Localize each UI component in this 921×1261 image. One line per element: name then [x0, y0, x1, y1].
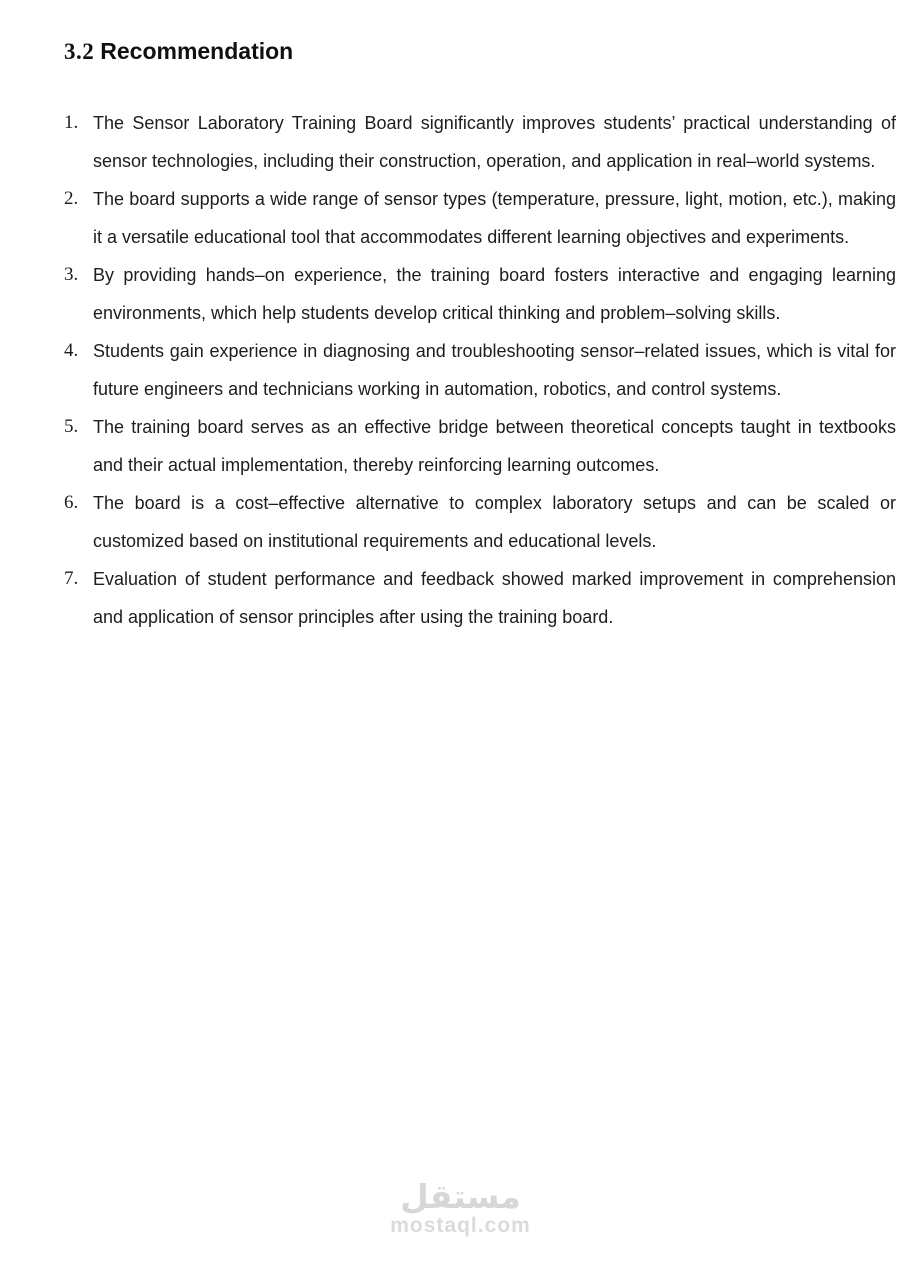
list-item — [64, 408, 896, 484]
section-number: 3.2 — [64, 39, 95, 64]
list-item-number: 5. — [64, 416, 79, 437]
list-item-number: 3. — [64, 264, 79, 285]
list-item — [64, 332, 896, 408]
list-item-number: 7. — [64, 568, 79, 589]
list-item — [64, 484, 896, 560]
list-item-number: 1. — [64, 112, 79, 133]
section-heading — [64, 36, 896, 67]
list-item-text: Evaluation of student performance and feedback showed marked improvement in comprehension and application of sensor principles after using the training board. — [93, 569, 896, 627]
list-item-text: The training board serves as an effective bridge between theoretical concepts taught in textbooks and their actual implementation, thereby reinforcing learning outcomes. — [93, 417, 896, 475]
list-item — [64, 104, 896, 180]
list-item-text: The Sensor Laboratory Training Board significantly improves students’ practical understanding of sensor technologies, including their construction, operation, and application in real–world systems. — [93, 113, 896, 171]
list-item-number: 6. — [64, 492, 79, 513]
list-item-number: 2. — [64, 188, 79, 209]
list-item-text: The board is a cost–effective alternative to complex laboratory setups and can be scaled or customized based on institutional requirements and educational levels. — [93, 493, 896, 551]
list-item-number: 4. — [64, 340, 79, 361]
list-item-text: By providing hands–on experience, the training board fosters interactive and engaging learning environments, which help students develop critical thinking and problem–solving skills. — [93, 265, 896, 323]
mostaql-watermark — [0, 1177, 921, 1237]
mostaql-logo-arabic: مستقل — [400, 1177, 521, 1216]
mostaql-site-text: mostaql.com — [390, 1214, 531, 1237]
list-item — [64, 256, 896, 332]
recommendation-list — [64, 104, 896, 636]
list-item — [64, 180, 896, 256]
list-item-text: The board supports a wide range of sensor types (temperature, pressure, light, motion, etc.), making it a versatile educational tool that accommodates different learning objectives and experiments. — [93, 189, 896, 247]
list-item — [64, 560, 896, 636]
section-title: Recommendation — [100, 38, 294, 64]
list-item-text: Students gain experience in diagnosing and troubleshooting sensor–related issues, which is vital for future engineers and technicians working in automation, robotics, and control systems. — [93, 341, 896, 399]
